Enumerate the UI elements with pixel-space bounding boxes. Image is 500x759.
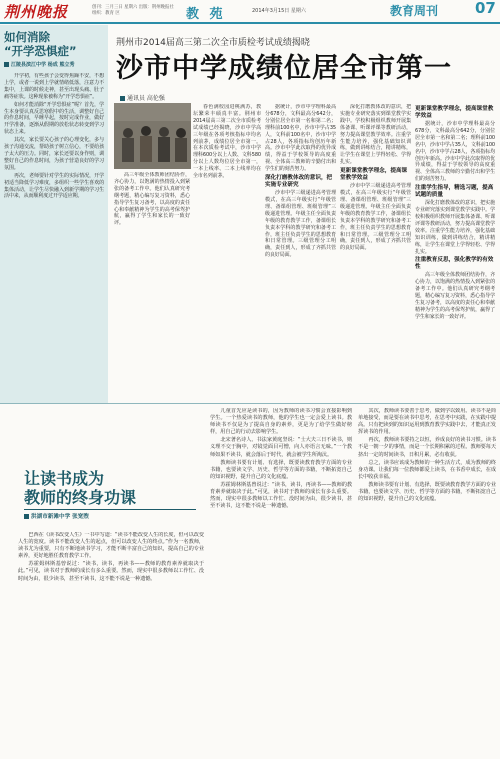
paragraph: 儿童首先应是读书的，因为教师的读书习惯会直接影响到学生。一个热爱读书的教师，他的学生也一定会爱上读书。教师读书不仅是为了提高自身的素养，更是为了给学生做好榜样，用自己的行动去影响学生。 bbox=[210, 408, 352, 436]
subheading: 注重学生指导，精选习题，提高试题的质量 bbox=[415, 185, 494, 199]
article-byline bbox=[120, 93, 165, 102]
subheading: 更新课堂教学理念，提高课堂教学效益 bbox=[415, 106, 494, 119]
paragraph: 总之，读书应该成为教师的一种生活方式，成为教师的终身功课。让我们每一位教师都爱上读书，在书香中成长，在成长中收获幸福。 bbox=[358, 459, 496, 480]
square-bullet-icon bbox=[24, 514, 29, 519]
article-column bbox=[18, 532, 204, 754]
section-name: 教 苑 bbox=[186, 7, 226, 22]
feature-title-line: 教师的终身功课 bbox=[24, 488, 137, 507]
header-meta-line: 创刊：三月三日 星期六 出版：荆州晚报社 bbox=[92, 5, 174, 10]
feature-author bbox=[24, 512, 89, 520]
paragraph: 巴西在《读书改变人生》一书中写道：“读书不能改变人生的长度，但可以改变人生的宽度。读书不能改变人生的起点，但可以改变人生的终点。”作为一名教师，读书尤为重要，只有不断地读书学习，才能不断丰富自己的知识，提高自己的专业素养，更好地胜任教育教学工作。 bbox=[18, 532, 204, 560]
paragraph: 深化打磨教体改的意识，把实施专业研究落实到课堂教学实践中。学校积极组织教师开展集体备课、听课评课等教研活动，努力提高课堂教学效率。注重学生能力培养，强化基础知识训练，做到讲练结合，精讲精练，让学生在课堂上学得轻松、学得扎实。 bbox=[415, 200, 495, 255]
feature-body bbox=[4, 73, 104, 399]
paragraph: 其次，家长要关心孩子的心理变化，多与孩子沟通交流，帮助孩子树立信心，不要给孩子太大的压力。同时，家长还要以身作则，调整好自己的作息时间，为孩子营造良好的学习氛围。 bbox=[4, 137, 104, 171]
paragraph: 沙市中学三级递进高考管理模式，在高三年级实行“年级管理、备课组管理、班级管理”三级递进管理。年级主任全面负责年级的教育教学工作，备课组长负责本学科的教学研究和备考工作，班主任负责学生的思想教育和日常管理。三级管理分工明确，责任到人，形成了齐抓共管的良好局面。 bbox=[265, 190, 336, 259]
page-header bbox=[0, 0, 500, 24]
paragraph: 开学初，有些孩子会变得焦躁不安，不想上学，或者一说到上学就情绪低落，注意力不集中，上课的时候走神，甚至出现头痛、肚子痛等症状。这种现象被称为“开学恐惧症”。 bbox=[4, 73, 104, 100]
column-name: 教育周刊 bbox=[390, 4, 439, 18]
paragraph: 北宋著名诗人、书法家黄庭坚说：“士大夫三日不读书，则义理不交于胸中，对镜觉面目可憎，向人亦语言无味。”一个教师如果不读书，就会落后于时代，就会被学生所淘汰。 bbox=[210, 437, 352, 458]
article-column bbox=[358, 408, 496, 754]
article-column bbox=[210, 408, 352, 754]
feature-author bbox=[4, 61, 108, 68]
subheading: 注重教育反思，强化教学的有效性 bbox=[415, 257, 494, 271]
feature-title-line: 让读书成为 bbox=[24, 469, 105, 488]
article-photo bbox=[114, 103, 191, 169]
section-divider bbox=[0, 403, 500, 404]
paragraph: 据统计，沙市中学理科最高分678分，文科最高分642分，分别位居全市第一名和第二名；理科前100名中，沙市中学占35人，文科前100名中，沙市中学占28人，各项指标均创历年新高。沙市中学此次取得的优异成绩，得益于学校领导的高度重视、全体高三教师的辛勤付出和学生们的刻苦努力。 bbox=[415, 121, 495, 183]
feature-title bbox=[24, 469, 194, 507]
paragraph: 春色满校园进桃满苏，教坛繁荣丰硕真丰富。荆州市2014届高三第二次全市质检考试成绩已经揭晓，沙市中学高三年级在各项考核指标中均名列前茅，成绩位居全市第一。在本次质检考试中，沙市中学理科600分以上人数、文科580分以上人数均位居全市第一，一本上线率、二本上线率均在全市名列前茅。 bbox=[193, 104, 261, 180]
feature-title-line: 如何消除 bbox=[4, 30, 50, 44]
article-column bbox=[193, 104, 261, 398]
header-meta-line: 组织：教育 区 bbox=[92, 11, 120, 16]
newspaper-brand: 荆州晚报 bbox=[4, 3, 69, 21]
article-column bbox=[415, 104, 495, 398]
article-headline: 沙市中学成绩位居全市第一 bbox=[116, 53, 452, 84]
article-column bbox=[114, 172, 190, 398]
paragraph: 教师读书要有计划、有选择，既要读教育教学方面的专业书籍，也要读文学、历史、哲学等方面的书籍，不断拓宽自己的知识视野，提升自己的文化底蕴。 bbox=[210, 459, 352, 480]
feature-title bbox=[4, 30, 104, 58]
square-bullet-icon bbox=[120, 96, 125, 101]
paragraph: 高三年级全体教师团结协作，齐心协力，以饱满的热情投入到紧张的备考工作中。他们认真研究考纲考题，精心编写复习资料，悉心指导学生复习备考，以高度的责任心和奉献精神为学生的高考保驾护航，赢得了学生和家长的一致好评。 bbox=[415, 272, 495, 320]
article-kicker: 荆州市2014届高三第二次全市质检考试成绩揭晓 bbox=[116, 38, 310, 48]
page-number: 07 bbox=[475, 0, 496, 17]
paragraph: 再次，老师要针对学生的实际情况，开学初适当降低学习难度，多组织一些学生喜欢的集体活动，让学生尽快融入到新学期的学习生活中来，从而顺利度过开学适应期。 bbox=[4, 172, 104, 200]
article-column bbox=[340, 104, 411, 398]
author-text: 江陵县滨江中学 杨成 熊立秀 bbox=[11, 62, 75, 68]
paragraph: 高三年级全体教师团结协作，齐心协力，以饱满的热情投入到紧张的备考工作中。他们认真研究考纲考题，精心编写复习资料，悉心指导学生复习备考，以高度的责任心和奉献精神为学生的高考保驾护航，赢得了学生和家长的一致好评。 bbox=[114, 172, 190, 227]
article-column bbox=[265, 104, 336, 398]
paragraph: 苏霍姆林斯基曾说过：“读书，读书，再读书——教师的教育素养就取决于此。”可见，读书对于教师的成长有多么重要。然而，现实中很多教师以工作忙、没时间为由，很少读书，甚至不读书，这不能不说是一种遗憾。 bbox=[210, 481, 352, 510]
paragraph: 苏霍姆林斯基曾说过：“读书，读书，再读书——教师的教育素养就取决于此。”可见，读书对于教师的成长有多么重要。然而，现实中很多教师以工作忙、没时间为由，很少读书，甚至不读书，这不能不说是一种遗憾。 bbox=[18, 561, 204, 582]
paragraph: 如何才能消除“开学恐惧症”呢？首先，学生本身要认真反思寒假中的生活，调整好自己的作息时间，早睡早起，按时完成作业，做好开学准备，逐渐从假期的放松状态转变到学习状态上来。 bbox=[4, 101, 104, 136]
paragraph: 其次，教师读书要善于思考，做到学以致用。读书不是简单地接受，而是要在读书中思考，在思考中实践，在实践中提高。只有把读到的知识运用到教育教学实践中去，才能真正发挥读书的作用。 bbox=[358, 408, 496, 436]
byline-text: 通讯员 高伦强 bbox=[127, 95, 165, 102]
paragraph: 教师读书要有计划、有选择，既要读教育教学方面的专业书籍，也要读文学、历史、哲学等方面的书籍，不断拓宽自己的知识视野，提升自己的文化底蕴。 bbox=[358, 481, 496, 503]
header-rule bbox=[0, 22, 500, 24]
paragraph: 沙市中学三级递进高考管理模式，在高三年级实行“年级管理、备课组管理、班级管理”三级递进管理。年级主任全面负责年级的教育教学工作，备课组长负责本学科的教学研究和备考工作，班主任负责学生的思想教育和日常管理。三级管理分工明确，责任到人，形成了齐抓共管的良好局面。 bbox=[340, 183, 411, 252]
issue-date: 2014年3月15日 星期六 bbox=[252, 8, 306, 14]
subheading: 深化打磨教体改的意识，把实施专业研究 bbox=[265, 175, 333, 189]
feature-title-line: “开学恐惧症” bbox=[4, 44, 77, 58]
paragraph: 深化打磨教体改的意识，把实施专业研究落实到课堂教学实践中。学校积极组织教师开展集体备课、听课评课等教研活动，努力提高课堂教学效率。注重学生能力培养，强化基础知识训练，做到讲练结合，精讲精练，让学生在课堂上学得轻松、学得扎实。 bbox=[340, 104, 411, 166]
subheading: 更新课堂教学理念，提高课堂教学效益 bbox=[340, 168, 408, 182]
paragraph: 再次，教师读书要持之以恒，养成良好的读书习惯。读书不是一朝一夕的事情，而是一个长期积累的过程。教师要每天挤出一定的时间读书，日积月累，必有收获。 bbox=[358, 437, 496, 458]
paragraph: 据统计，沙市中学理科最高分678分，文科最高分642分，分别位居全市第一名和第二名；理科前100名中，沙市中学占35人，文科前100名中，沙市中学占28人，各项指标均创历年新高。沙市中学此次取得的优异成绩，得益于学校领导的高度重视、全体高三教师的辛勤付出和学生们的刻苦努力。 bbox=[265, 104, 336, 173]
square-bullet-icon bbox=[4, 62, 9, 67]
author-text: 洪湖市新滩中学 张宽煦 bbox=[31, 514, 89, 520]
title-underline bbox=[24, 509, 196, 510]
